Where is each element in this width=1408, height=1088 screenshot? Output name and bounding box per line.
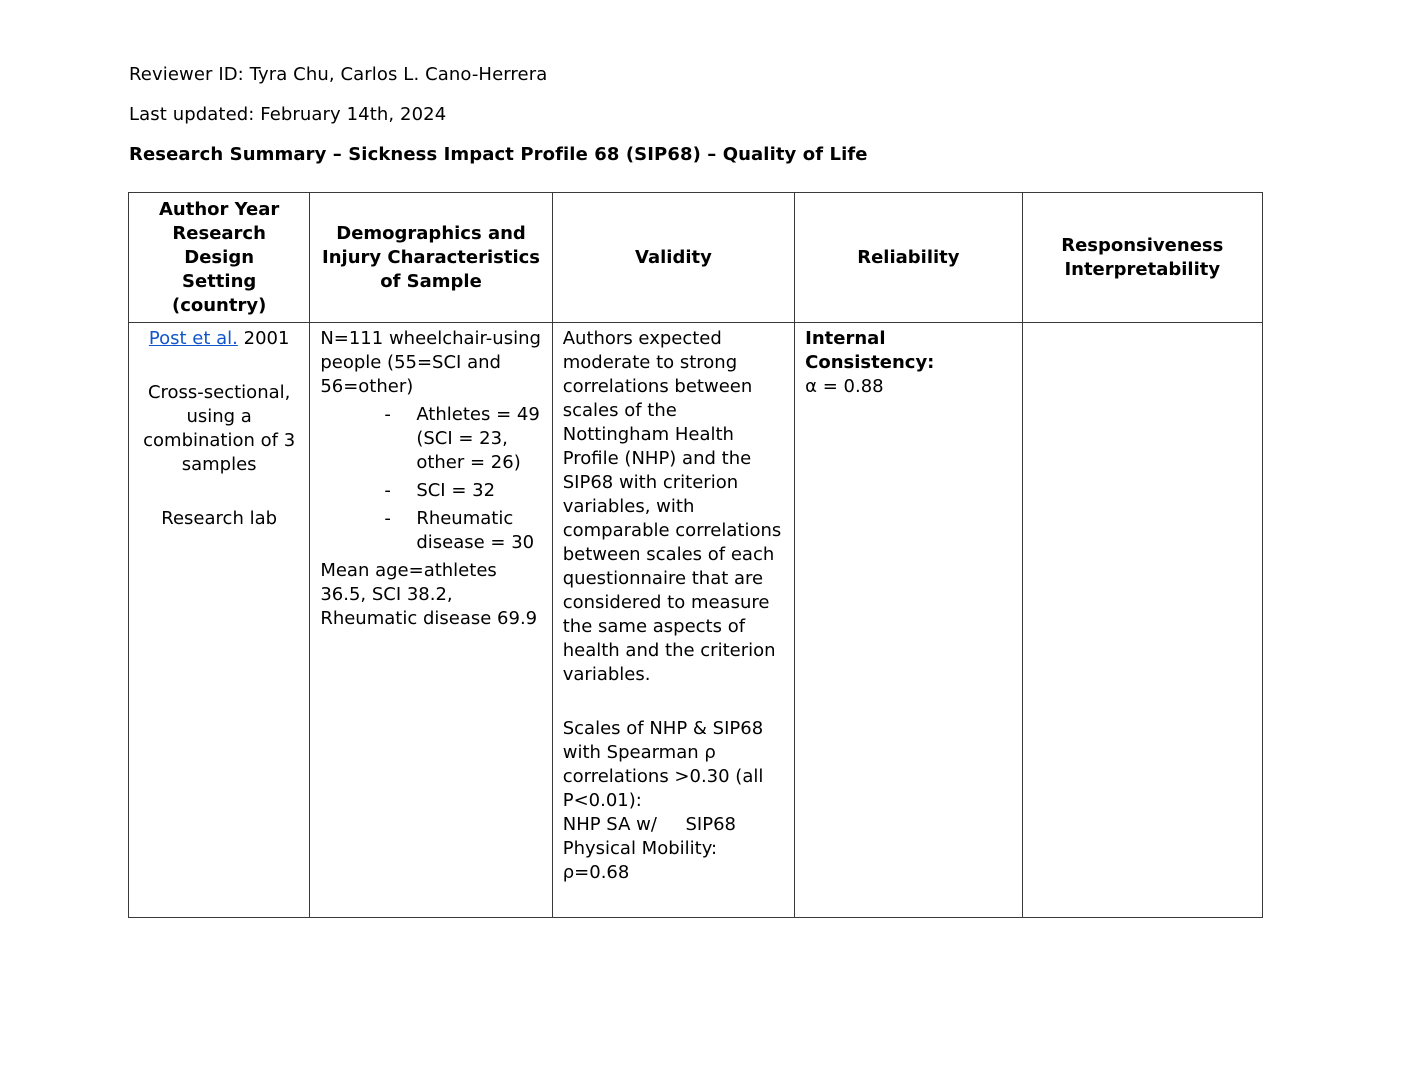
header-research-design: Research Design	[172, 222, 266, 268]
header-reliability: Reliability	[795, 193, 1022, 323]
research-design: Cross-sectional, using a combination of 3 samples	[143, 382, 296, 475]
header-interpretability: Interpretability	[1064, 258, 1221, 280]
mean-age: Mean age=athletes 36.5, SCI 38.2, Rheumatic disease 69.9	[320, 560, 538, 629]
internal-consistency-label: Internal Consistency:	[805, 328, 935, 373]
header-setting: Setting (country)	[171, 270, 267, 316]
cell-responsiveness	[1022, 323, 1262, 918]
sample-description: N=111 wheelchair-using people (55=SCI and 56=other)	[320, 328, 541, 397]
table-header-row	[129, 193, 1263, 323]
header-responsiveness-interpretability	[1022, 193, 1262, 323]
header-demographics: Demographics and Injury Characteristics of Sample	[310, 193, 552, 323]
validity-correlations: Scales of NHP & SIP68 with Spearman ρ correlations >0.30 (all P<0.01):	[562, 718, 764, 811]
sample-breakdown-list	[320, 403, 541, 555]
setting: Research lab	[161, 508, 278, 529]
research-summary-table	[128, 192, 1263, 918]
header-author-year: Author Year	[159, 198, 280, 220]
document-title: Research Summary – Sickness Impact Profile 68 (SIP68) – Quality of Life	[129, 144, 868, 165]
table-row	[129, 323, 1263, 918]
validity-hypothesis: Authors expected moderate to strong correlations between scales of the Nottingham Health Profile (NHP) and the SIP68 with criterion variables, with comparable correlations between scales of each questionnaire that are considered to measure the same aspects of health and the criterion variables.	[562, 328, 782, 685]
author-year: 2001	[237, 328, 290, 349]
reviewer-id: Reviewer ID: Tyra Chu, Carlos L. Cano-Herrera	[129, 64, 548, 85]
header-responsiveness: Responsiveness	[1061, 234, 1224, 256]
internal-consistency-value: α = 0.88	[805, 376, 884, 397]
cell-validity	[552, 323, 794, 918]
list-item: - Rheumatic disease = 30	[384, 507, 541, 555]
header-validity: Validity	[552, 193, 794, 323]
list-item: - Athletes = 49 (SCI = 23, other = 26)	[384, 403, 541, 475]
cell-author-design-setting	[129, 323, 310, 918]
cell-demographics	[310, 323, 552, 918]
author-citation	[139, 327, 299, 351]
last-updated: Last updated: February 14th, 2024	[129, 104, 447, 125]
validity-correlation-detail: NHP SA w/ SIP68 Physical Mobility: ρ=0.68	[562, 814, 742, 883]
cell-reliability	[795, 323, 1022, 918]
list-item: - SCI = 32	[384, 479, 541, 503]
header-author-design-setting	[129, 193, 310, 323]
author-link[interactable]: Post et al.	[148, 328, 238, 349]
